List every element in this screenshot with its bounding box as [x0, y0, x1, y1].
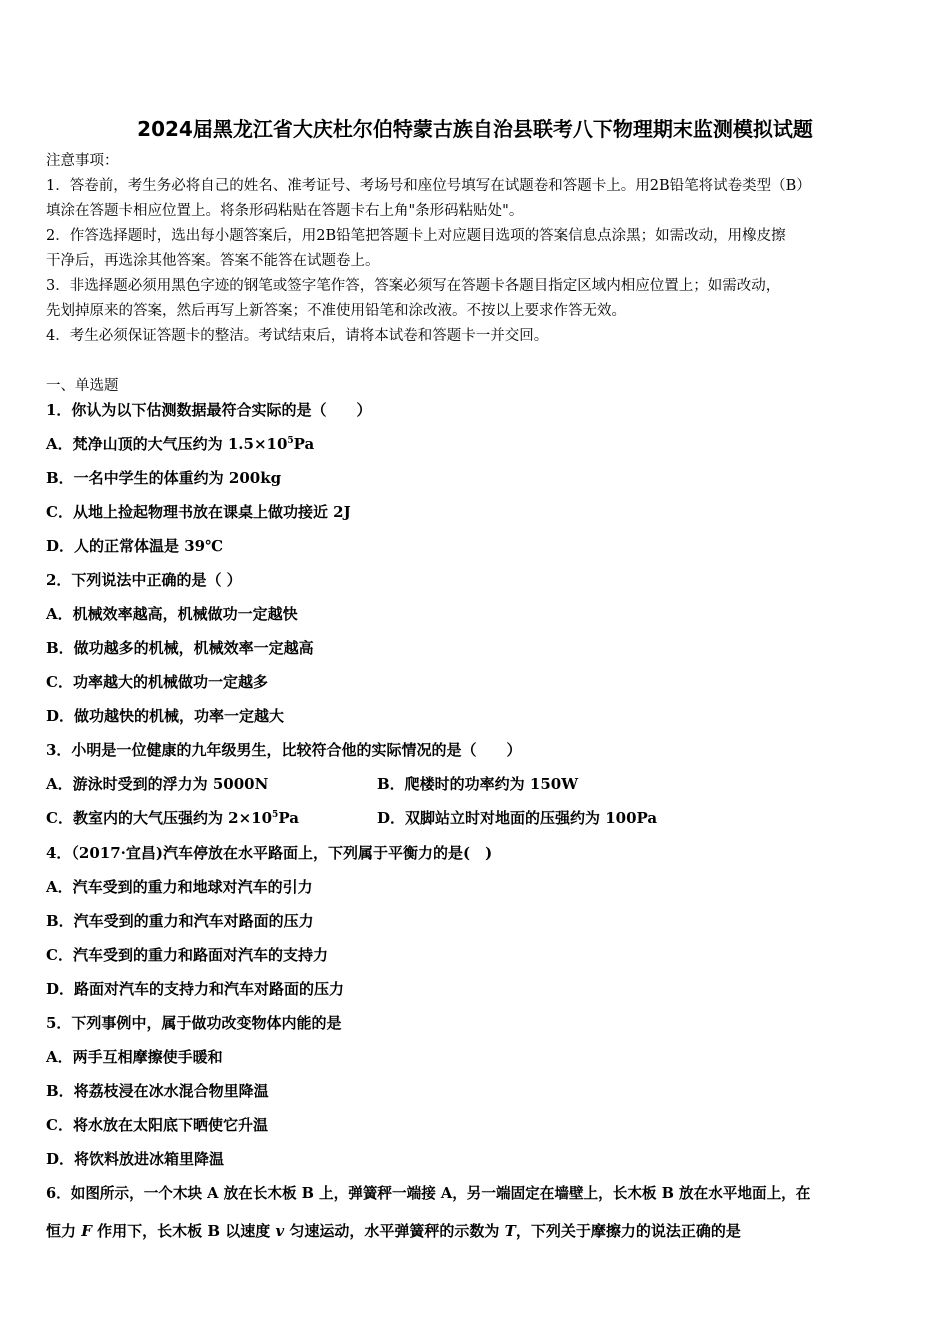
notice-line: 填涂在答题卡相应位置上。将条形码粘贴在答题卡右上角"条形码粘贴处"。	[46, 203, 524, 219]
notice-line: 干净后，再选涂其他答案。答案不能答在试题卷上。	[46, 253, 380, 269]
notice-line: 先划掉原来的答案，然后再写上新答案；不准使用铅笔和涂改液。不按以上要求作答无效。	[46, 303, 626, 319]
question-3-stem: 3．小明是一位健康的九年级男生，比较符合他的实际情况的是（ ）	[46, 741, 522, 759]
question-3-option-b: B．爬楼时的功率约为 150W	[377, 775, 579, 793]
question-1-option-d: D．人的正常体温是 39℃	[46, 537, 224, 555]
question-1-stem: 1．你认为以下估测数据最符合实际的是（ ）	[46, 401, 372, 419]
notice-line: 1．答卷前，考生务必将自己的姓名、准考证号、考场号和座位号填写在试题卷和答题卡上。用2B铅笔将试卷类型（B）	[46, 178, 811, 194]
question-5-option-a: A．两手互相摩擦使手暖和	[46, 1048, 223, 1066]
question-5-option-d: D．将饮料放进冰箱里降温	[46, 1150, 225, 1168]
question-1-option-a: A．梵净山顶的大气压约为 $1.5\times 10^5Pa$	[46, 435, 315, 453]
section-heading: 一、单选题	[46, 378, 119, 394]
question-3-option-c: C．教室内的大气压强约为 $2\times 10^5Pa$	[46, 809, 299, 827]
question-1-option-c: C．从地上捡起物理书放在课桌上做功接近 2J	[46, 503, 351, 521]
notice-heading: 注意事项：	[46, 153, 119, 169]
question-5-option-b: B．将荔枝浸在冰水混合物里降温	[46, 1082, 269, 1100]
question-2-option-b: B．做功越多的机械，机械效率一定越高	[46, 639, 314, 657]
question-2-option-a: A．机械效率越高，机械做功一定越快	[46, 605, 298, 623]
question-1-option-b: B．一名中学生的体重约为 200kg	[46, 469, 282, 487]
question-6-stem-line-1: 6．如图所示，一个木块 A 放在长木板 B 上，弹簧秤一端接 A，另一端固定在墙壁上，长木板 B 放在水平地面上，在	[46, 1185, 811, 1202]
notice-line: 4．考生必须保证答题卡的整洁。考试结束后，请将本试卷和答题卡一并交回。	[46, 328, 549, 344]
question-2-option-c: C．功率越大的机械做功一定越多	[46, 673, 268, 691]
question-4-option-c: C．汽车受到的重力和路面对汽车的支持力	[46, 946, 328, 964]
question-3-option-d: D．双脚站立时对地面的压强约为 100Pa	[377, 809, 658, 827]
question-2-option-d: D．做功越快的机械，功率一定越大	[46, 707, 285, 725]
question-3-option-a: A．游泳时受到的浮力为 5000N	[46, 775, 269, 793]
question-2-stem: 2．下列说法中正确的是（ ）	[46, 571, 242, 589]
question-4-stem: 4．（2017·宜昌)汽车停放在水平路面上，下列属于平衡力的是( )	[46, 844, 493, 862]
question-4-option-d: D．路面对汽车的支持力和汽车对路面的压力	[46, 980, 345, 998]
notice-line: 3．非选择题必须用黑色字迹的钢笔或签字笔作答，答案必须写在答题卡各题目指定区域内相应位置上；如需改动，	[46, 278, 781, 294]
question-4-option-a: A．汽车受到的重力和地球对汽车的引力	[46, 878, 313, 896]
question-4-option-b: B．汽车受到的重力和汽车对路面的压力	[46, 912, 314, 930]
page-title: 2024届黑龙江省大庆杜尔伯特蒙古族自治县联考八下物理期末监测模拟试题	[137, 117, 813, 141]
notice-line: 2．作答选择题时，选出每小题答案后，用2B铅笔把答题卡上对应题目选项的答案信息点涂黑；如需改动，用橡皮擦	[46, 228, 786, 244]
question-6-stem-line-2: 恒力 F 作用下，长木板 B 以速度 v 匀速运动，水平弹簧秤的示数为 T，下列关于摩擦力的说法正确的是	[46, 1222, 741, 1240]
question-5-option-c: C．将水放在太阳底下晒使它升温	[46, 1116, 268, 1134]
question-5-stem: 5．下列事例中，属于做功改变物体内能的是	[46, 1014, 342, 1032]
